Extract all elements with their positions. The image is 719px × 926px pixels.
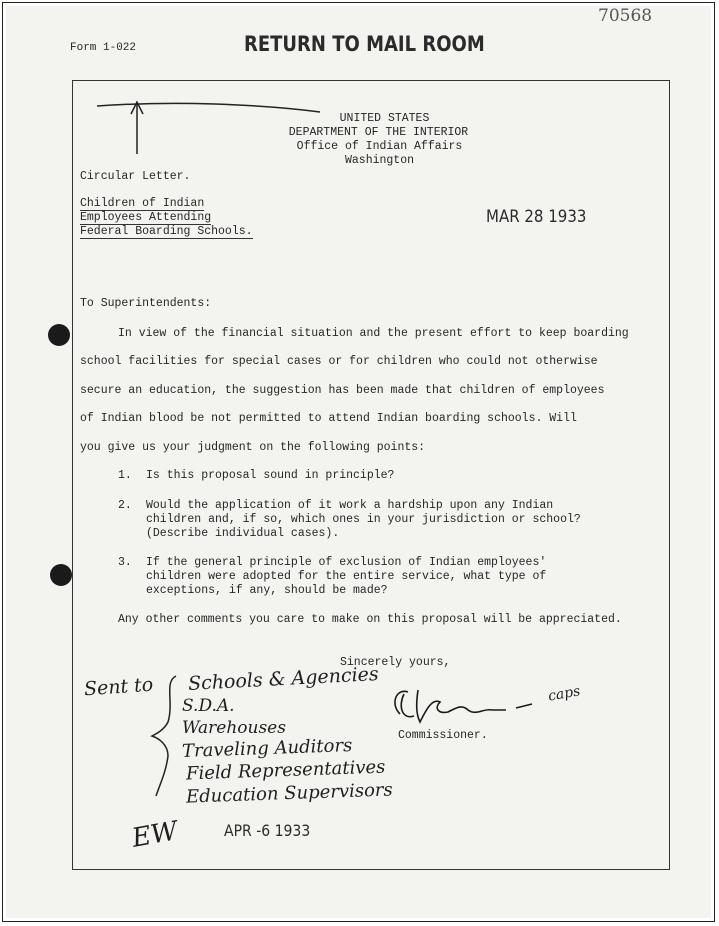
- subject-line-3: Federal Boarding Schools.: [80, 225, 253, 238]
- body-line-2: school facilities for special cases or for children who could not otherwise: [80, 355, 598, 368]
- punch-hole-top: [48, 324, 70, 346]
- letterhead-line-4: Washington: [344, 154, 414, 167]
- punch-hole-bottom: [50, 564, 72, 586]
- point-2-line-1: Would the application of it work a hardship upon any Indian: [146, 499, 554, 512]
- point-3-line-1: If the general principle of exclusion of Indian employees': [146, 556, 547, 569]
- point-1-line-1: Is this proposal sound in principle?: [146, 469, 395, 482]
- letterhead-line-1: UNITED STATES: [339, 112, 430, 125]
- letterhead-line-3: Office of Indian Affairs: [296, 140, 463, 153]
- date-stamp: MAR 28 1933: [486, 206, 587, 227]
- letterhead-line-2: DEPARTMENT OF THE INTERIOR: [288, 126, 469, 139]
- commissioner-signature-icon: [386, 684, 546, 730]
- commissioner-title: Commissioner.: [398, 729, 488, 742]
- document-number: 70568: [598, 6, 653, 26]
- recipient-3: Warehouses: [182, 718, 286, 738]
- handwritten-initials: EW: [129, 816, 180, 854]
- recipient-2: S.D.A.: [182, 696, 235, 716]
- salutation: To Superintendents:: [80, 297, 212, 310]
- point-3-line-2: children were adopted for the entire service, what type of: [146, 570, 547, 583]
- point-1-number: 1.: [118, 469, 132, 482]
- point-2-line-3: (Describe individual cases).: [146, 527, 340, 540]
- bracket-mark-icon: [146, 672, 186, 802]
- body-line-1: In view of the financial situation and the present effort to keep boarding: [118, 327, 629, 340]
- recipient-5: Field Representatives: [185, 756, 386, 785]
- body-line-3: secure an education, the suggestion has been made that children of employees: [80, 384, 605, 397]
- recipient-6: Education Supervisors: [185, 779, 394, 808]
- return-to-mail-room-stamp: RETURN TO MAIL ROOM: [244, 32, 485, 58]
- subject-line-2: Employees Attending: [80, 211, 212, 224]
- sign-off: Sincerely yours,: [340, 656, 451, 669]
- form-number: Form 1-022: [70, 42, 137, 54]
- caps-note: caps: [546, 683, 582, 705]
- recipient-4: Traveling Auditors: [181, 735, 353, 762]
- point-2-number: 2.: [118, 499, 132, 512]
- recipient-1: Schools & Agencies: [187, 663, 380, 695]
- closing-line: Any other comments you care to make on this proposal will be appreciated.: [118, 613, 622, 626]
- circular-letter-label: Circular Letter.: [80, 170, 191, 183]
- body-line-4: of Indian blood be not permitted to attend Indian boarding schools. Will: [80, 412, 577, 425]
- body-line-5: you give us your judgment on the following points:: [80, 441, 426, 454]
- point-3-line-3: exceptions, if any, should be made?: [146, 584, 388, 597]
- received-date-stamp: APR -6 1933: [224, 822, 311, 841]
- sent-to-note: Sent to: [83, 673, 154, 701]
- point-3-number: 3.: [118, 556, 132, 569]
- subject-line-1: Children of Indian: [80, 197, 205, 210]
- point-2-line-2: children and, if so, which ones in your jurisdiction or school?: [146, 513, 581, 526]
